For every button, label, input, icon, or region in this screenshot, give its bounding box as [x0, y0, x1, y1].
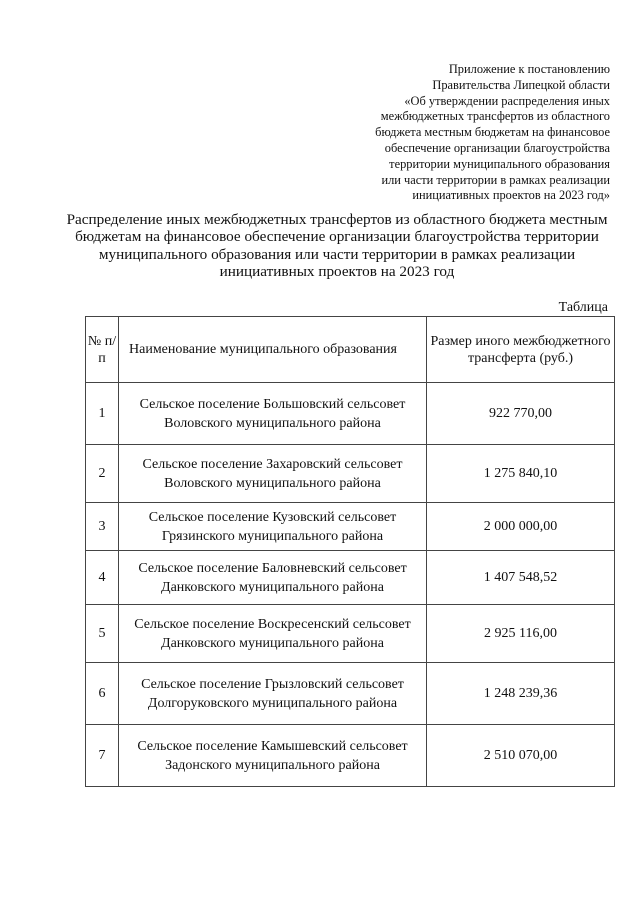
- name-line: Воловского муниципального района: [164, 475, 381, 491]
- appendix-line: Приложение к постановлению: [448, 62, 610, 76]
- table-header-row: [86, 317, 615, 383]
- row-number: 1: [86, 383, 119, 445]
- table-row: [86, 503, 615, 551]
- table-row: [86, 663, 615, 725]
- transfer-amount: 922 770,00: [427, 383, 615, 445]
- appendix-line: инициативных проектов на 2023 год»: [412, 188, 610, 203]
- row-number: 6: [86, 663, 119, 725]
- municipality-name: [119, 725, 427, 787]
- row-number: 7: [86, 725, 119, 787]
- name-line: Сельское поселение Воскресенский сельсовет: [134, 616, 411, 632]
- appendix-header: [280, 62, 610, 204]
- appendix-line: или части территории в рамках реализации: [381, 172, 610, 187]
- header-num: № п/п: [86, 317, 119, 383]
- header-name: Наименование муниципального образования: [119, 317, 427, 383]
- name-line: Задонского муниципального района: [165, 757, 380, 773]
- appendix-line: «Об утверждении распределения иных: [404, 93, 610, 108]
- appendix-line: межбюджетных трансфертов из областного: [380, 109, 610, 124]
- row-number: 3: [86, 503, 119, 551]
- municipality-name: [119, 551, 427, 605]
- table-row: [86, 725, 615, 787]
- table-row: [86, 445, 615, 503]
- distribution-table: [85, 316, 615, 787]
- name-line: Данковского муниципального района: [161, 579, 384, 595]
- title-line: инициативных проектов на 2023 год: [219, 263, 455, 281]
- transfer-amount: 2 000 000,00: [427, 503, 615, 551]
- transfer-amount: 1 275 840,10: [427, 445, 615, 503]
- name-line: Сельское поселение Кузовский сельсовет: [148, 509, 397, 525]
- title-line: муниципального образования или части территории в рамках реализации: [98, 245, 576, 263]
- municipality-name: [119, 663, 427, 725]
- transfer-amount: 2 510 070,00: [427, 725, 615, 787]
- municipality-name: [119, 503, 427, 551]
- appendix-line: бюджета местным бюджетам на финансовое: [375, 125, 610, 140]
- document-title: [40, 211, 634, 281]
- name-line: Воловского муниципального района: [164, 415, 381, 431]
- name-line: Сельское поселение Большовский сельсовет: [139, 396, 406, 412]
- municipality-name: [119, 383, 427, 445]
- table-row: [86, 551, 615, 605]
- municipality-name: [119, 605, 427, 663]
- table-caption: Таблица: [558, 300, 608, 315]
- table-row: [86, 605, 615, 663]
- name-line: Сельское поселение Захаровский сельсовет: [142, 456, 403, 472]
- transfer-amount: 1 248 239,36: [427, 663, 615, 725]
- row-number: 4: [86, 551, 119, 605]
- name-line: Сельское поселение Баловневский сельсовет: [138, 560, 407, 576]
- transfer-amount: 2 925 116,00: [427, 605, 615, 663]
- appendix-line: обеспечение организации благоустройства: [384, 140, 610, 155]
- name-line: Сельское поселение Камышевский сельсовет: [137, 738, 408, 754]
- name-line: Грязинского муниципального района: [161, 528, 384, 544]
- name-line: Данковского муниципального района: [161, 635, 384, 651]
- name-line: Сельское поселение Грызловский сельсовет: [141, 676, 404, 692]
- header-sum: Размер иного межбюджетного трансферта (руб.): [427, 317, 615, 383]
- municipality-name: [119, 445, 427, 503]
- row-number: 2: [86, 445, 119, 503]
- appendix-line: территории муниципального образования: [389, 156, 610, 171]
- title-line: бюджетам на финансовое обеспечение организации благоустройства территории: [75, 228, 599, 246]
- title-line: Распределение иных межбюджетных трансфертов из областного бюджета местным: [66, 211, 608, 228]
- transfer-amount: 1 407 548,52: [427, 551, 615, 605]
- name-line: Долгоруковского муниципального района: [147, 695, 398, 711]
- table-row: [86, 383, 615, 445]
- appendix-line: Правительства Липецкой области: [432, 77, 610, 92]
- row-number: 5: [86, 605, 119, 663]
